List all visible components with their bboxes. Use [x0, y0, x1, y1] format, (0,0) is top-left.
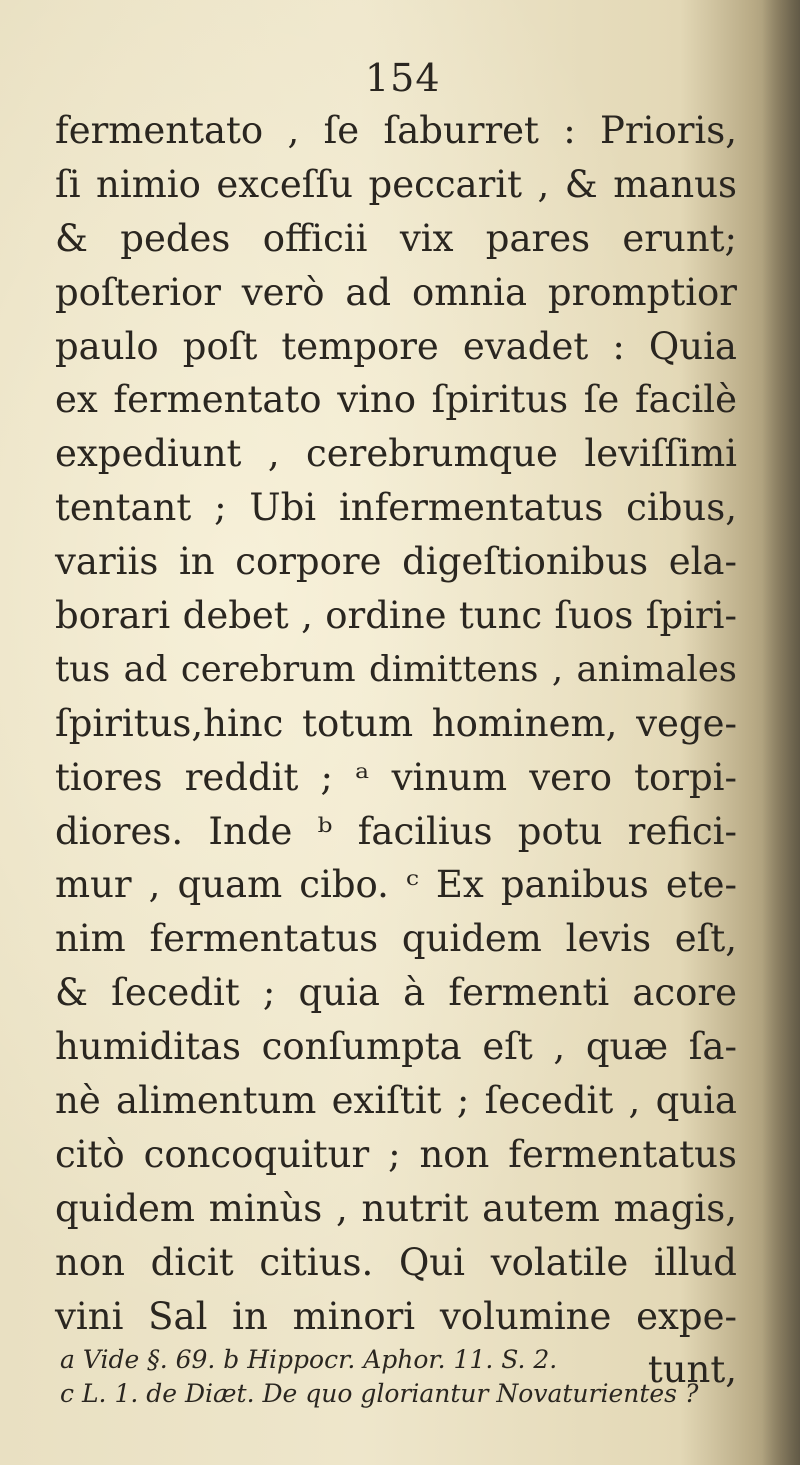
- footnote: c L. 1. de Diæt. De quo gloriantur Novaturientes ?: [60, 1379, 699, 1408]
- text-line: & pedes officii vix pares erunt;: [55, 216, 737, 260]
- text-line: variis in corpore digeſtionibus ela-: [55, 540, 737, 584]
- text-line: citò concoquitur ; non fermentatus: [55, 1132, 737, 1176]
- page-gutter-shadow: [762, 0, 800, 1465]
- text-line: poſterior verò ad omnia promptior: [55, 270, 737, 314]
- page-number: 154: [365, 56, 441, 100]
- text-line: tiores reddit ; ᵃ vinum vero torpi-: [55, 755, 737, 799]
- text-line: ex fermentato vino ſpiritus ſe facilè: [55, 378, 737, 422]
- footnotes: [60, 1343, 740, 1411]
- text-line: ſpiritus,hinc totum hominem, vege-: [55, 701, 737, 745]
- text-line: nim fermentatus quidem levis eſt,: [55, 917, 737, 961]
- text-line: non dicit citius. Qui volatile illud: [55, 1240, 737, 1284]
- text-line: ſi nimio exceſſu peccarit , & manus: [55, 162, 737, 206]
- text-line: vini Sal in minori volumine expe-: [55, 1294, 737, 1338]
- text-line: mur , quam cibo. ᶜ Ex panibus ete-: [55, 863, 737, 907]
- text-line: expediunt , cerebrumque leviſſimi: [55, 432, 737, 476]
- text-line: & ſecedit ; quia à fermenti acore: [55, 971, 737, 1015]
- text-line: fermentato , ſe ſaburret : Prioris,: [55, 109, 737, 152]
- catchword-line: tunt,: [647, 1348, 737, 1392]
- text-line: quidem minùs , nutrit autem magis,: [55, 1186, 737, 1230]
- footnote: a Vide §. 69. b Hippocr. Aphor. 11. S. 2.: [60, 1345, 558, 1374]
- text-line: borari debet , ordine tunc ſuos ſpiri-: [55, 594, 737, 638]
- body-text: [55, 104, 737, 1397]
- text-line: tus ad cerebrum dimittens , animales: [55, 648, 737, 690]
- text-line: paulo poſt tempore evadet : Quia: [55, 324, 737, 368]
- text-line: tentant ; Ubi infermentatus cibus,: [55, 486, 737, 530]
- text-line: nè alimentum exiſtit ; ſecedit , quia: [55, 1079, 737, 1123]
- text-line: diores. Inde ᵇ facilius potu refici-: [55, 809, 737, 853]
- text-line: humiditas conſumpta eſt , quæ ſa-: [55, 1025, 737, 1069]
